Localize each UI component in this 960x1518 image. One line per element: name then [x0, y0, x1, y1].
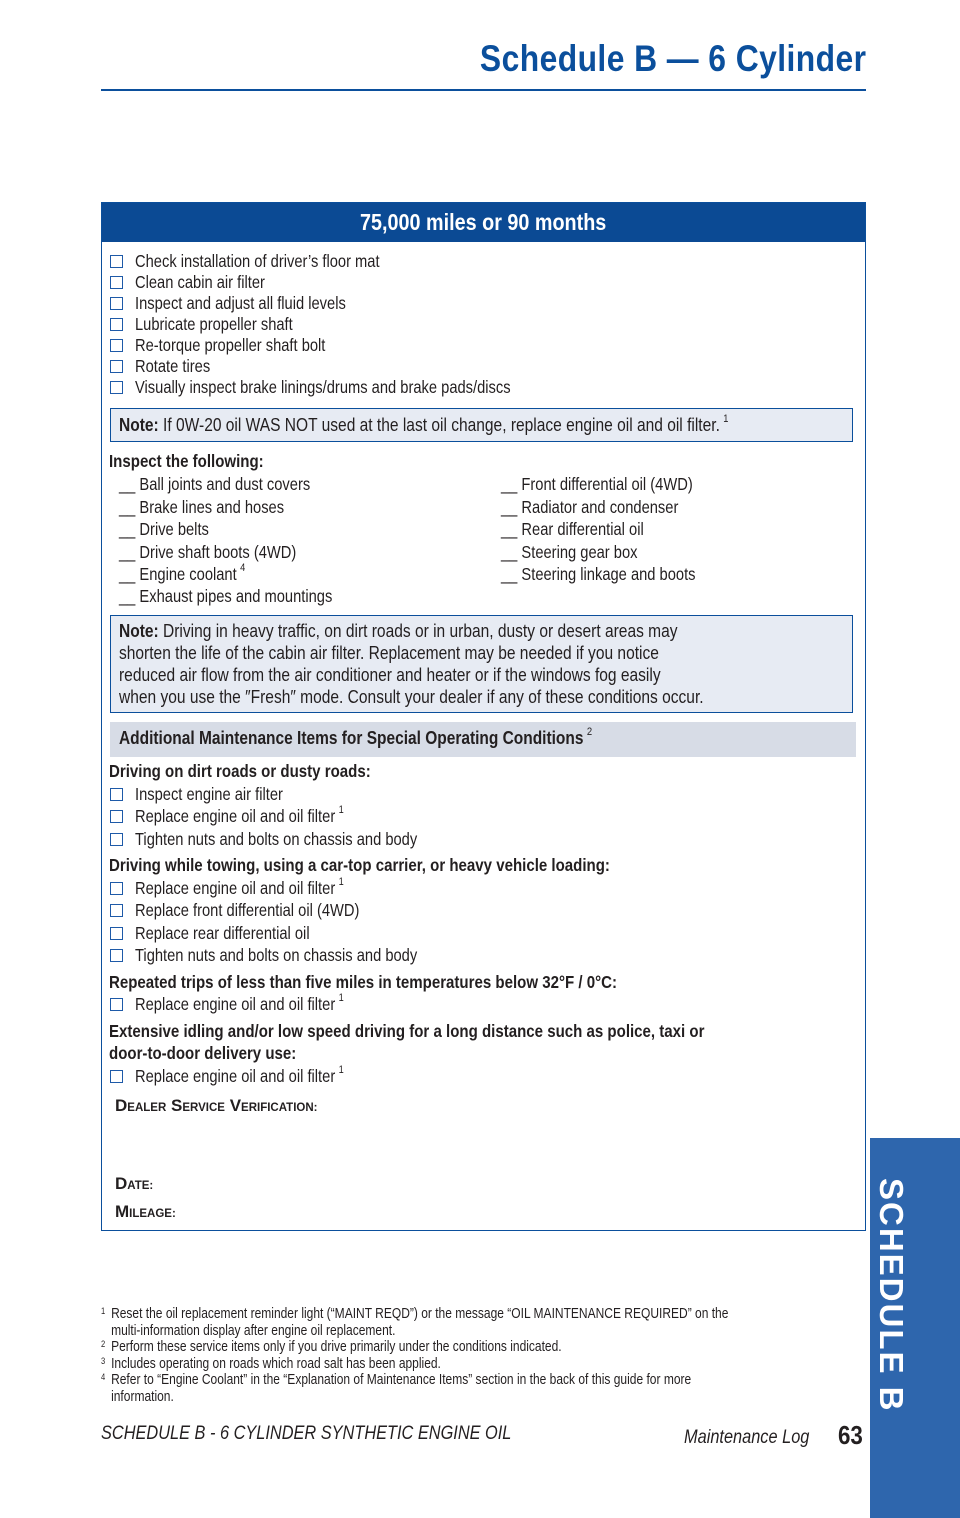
- checkbox-icon[interactable]: [110, 297, 123, 310]
- footnotes: [101, 1306, 861, 1405]
- checkbox-icon[interactable]: [110, 276, 123, 289]
- checkbox-icon[interactable]: [110, 318, 123, 331]
- oil-note: Note: If 0W-20 oil WAS NOT used at the last oil change, replace engine oil and oil filter. $^1$: [110, 408, 853, 442]
- footnote: 3 Includes operating on roads which road salt has been applied.: [101, 1355, 441, 1372]
- inspect-item: __ Radiator and condenser: [501, 497, 679, 517]
- condition-heading: Extensive idling and/or low speed driving for a long distance such as police, taxi or: [109, 1021, 705, 1041]
- inspect-item: __ Engine coolant $^4$: [119, 562, 246, 584]
- checkbox-icon[interactable]: [110, 833, 123, 846]
- inspect-item: __ Exhaust pipes and mountings: [119, 586, 333, 606]
- checkbox-icon[interactable]: [110, 949, 123, 962]
- inspect-item: __ Ball joints and dust covers: [119, 474, 311, 494]
- checkbox-icon[interactable]: [110, 882, 123, 895]
- footnote: multi-information display after engine oil replacement.: [111, 1322, 396, 1339]
- footer-log-label: Maintenance Log: [684, 1427, 810, 1448]
- inspect-item: __ Brake lines and hoses: [119, 497, 285, 517]
- cabin-filter-note: Note: Driving in heavy traffic, on dirt roads or in urban, dusty or desert areas may shorten the life of the cabin air filter. Replacement may be needed if you notice reduced air flow from the air conditioner and heater or if the windows fog easily when you use the ″Fresh″ mode. Consult your dealer if any of these conditions occur.: [110, 615, 853, 713]
- condition-heading: door-to-door delivery use:: [109, 1043, 297, 1063]
- checkbox-icon[interactable]: [110, 360, 123, 373]
- condition-heading: Driving on dirt roads or dusty roads:: [109, 761, 371, 781]
- mileage-label: MILEAGE:: [115, 1202, 176, 1221]
- dealer-verification-label: DEALER SERVICE VERIFICATION:: [115, 1096, 318, 1115]
- inspect-item: __ Steering gear box: [501, 542, 638, 562]
- interval-header: 75,000 miles or 90 months: [102, 203, 865, 242]
- inspect-heading: Inspect the following:: [109, 451, 264, 471]
- maintenance-box: 75,000 miles or 90 months Check installation of driver’s floor mat Clean cabin air filter Inspect and adjust all fluid levels Lubricate propeller shaft Re-torque propeller shaft bolt Rotate tires Visually inspect brake linings/drums and brake pads/discs Note: If 0W-20 oil WAS NOT used at the last oil change, replace engine oil and oil filter. $^1$ Inspect the following: __ Ball joints and dust covers __ Brake lines and hoses __ Drive belts __ Drive shaft boots (4WD) __ Engine coolant $^4$ __ Exhaust pipes and mountings __ Front differential oil (4WD) __ Radiator and condenser __ Rear differential oil __ Steering gear box __ Steering linkage and boots Note: Driving in heavy traffic, on dirt roads or in urban, dusty or desert areas may shorten the life of the cabin air filter. Replacement may be needed if you notice reduced air flow from the air conditioner and heater or if the windows fog easily when you use the ″Fresh″ mode. Consult your dealer if any of these conditions occur. Additional Maintenance Items for Special Operating Conditions $^2$ Driving on dirt roads or dusty roads: Inspect engine air filter Replace engine oil and oil filter $^1$ Tighten nuts and bolts on chassis and body Driving while towing, using a car-top carrier, or heavy vehicle loading: Replace engine oil and oil filter $^1$ Replace front differential oil (4WD) Replace rear differential oil Tighten nuts and bolts on chassis and body Repeated trips of less than five miles in temperatures below 32°F / 0°C: Replace engine oil and oil filter $^1$ Extensive idling and/or low speed driving for a long distance such as police, taxi or door-to-door delivery use: Replace engine oil and oil filter $^1$ DEALER SERVICE VERIFICATION: DATE: MILEAGE:: [101, 202, 866, 1231]
- side-tab: [870, 1138, 960, 1518]
- footnote: information.: [111, 1388, 174, 1405]
- checkbox-icon[interactable]: [110, 788, 123, 801]
- special-conditions-bar: Additional Maintenance Items for Special Operating Conditions $^2$: [110, 722, 856, 757]
- date-label: DATE:: [115, 1174, 154, 1193]
- title-rule: [101, 89, 866, 91]
- footnote: 1 Reset the oil replacement reminder light (“MAINT REQD”) or the message “OIL MAINTENANCE REQUIRED” on the: [101, 1306, 729, 1322]
- inspect-item: __ Drive shaft boots (4WD): [119, 542, 297, 562]
- footnote: 4 Refer to “Engine Coolant” in the “Explanation of Maintenance Items” section in the back of this guide for more: [101, 1372, 692, 1388]
- checkbox-icon[interactable]: [110, 339, 123, 352]
- page-number: 63: [838, 1420, 863, 1450]
- inspect-item: __ Drive belts: [119, 519, 209, 539]
- inspect-item: __ Front differential oil (4WD): [501, 474, 693, 494]
- footer-section-title: SCHEDULE B - 6 CYLINDER SYNTHETIC ENGINE OIL: [101, 1423, 512, 1444]
- checkbox-icon[interactable]: [110, 998, 123, 1011]
- condition-heading: Repeated trips of less than five miles in temperatures below 32°F / 0°C:: [109, 972, 618, 992]
- side-tab-label: SCHEDULE B: [873, 1178, 910, 1413]
- checkbox-icon[interactable]: [110, 255, 123, 268]
- inspect-item: __ Steering linkage and boots: [501, 564, 696, 584]
- checkbox-icon[interactable]: [110, 927, 123, 940]
- page-title: Schedule B — 6 Cylinder: [479, 38, 866, 79]
- checkbox-icon[interactable]: [110, 810, 123, 823]
- checkbox-icon[interactable]: [110, 1070, 123, 1083]
- checkbox-icon[interactable]: [110, 904, 123, 917]
- condition-heading: Driving while towing, using a car-top carrier, or heavy vehicle loading:: [109, 855, 610, 875]
- footnote: 2 Perform these service items only if you drive primarily under the conditions indicated.: [101, 1339, 562, 1355]
- checkbox-icon[interactable]: [110, 381, 123, 394]
- inspect-item: __ Rear differential oil: [501, 519, 644, 539]
